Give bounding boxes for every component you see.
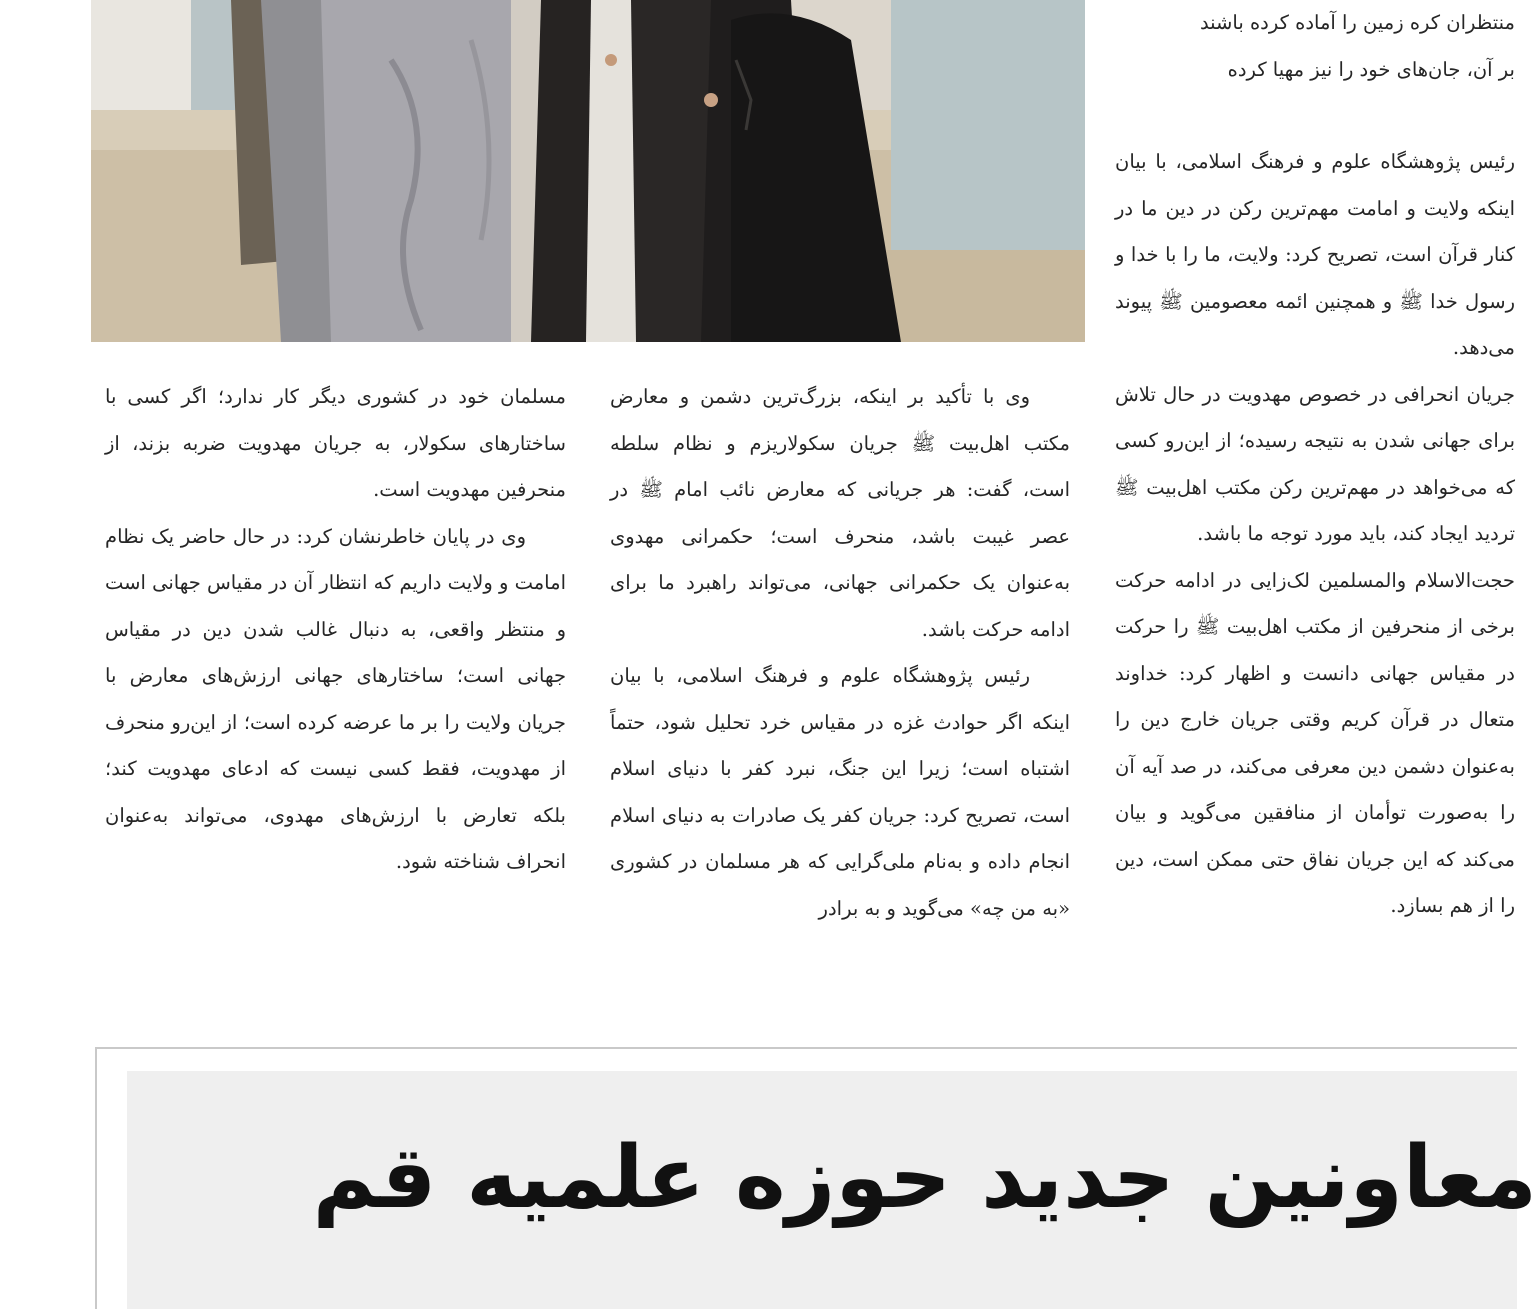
article-column-right <box>1115 0 1515 930</box>
next-article-box <box>95 1047 1537 1309</box>
paragraph: وی با تأکید بر اینکه، بزرگ‌ترین دشمن و معارض مکتب اهل‌بیت ﷺ جریان سکولاریزم و نظام سلطه است، گفت: هر جریانی که معارض نائب امام ﷺ در عصر غیبت باشد، منحرف است؛ حکمرانی مهدوی به‌عنوان یک حکمرانی جهانی، می‌تواند راهبرد ما برای ادامه حرکت باشد. <box>610 385 1070 641</box>
paragraph: منتظران کره زمین را آماده کرده باشند <box>1199 11 1515 34</box>
paragraph: رئیس پژوهشگاه علوم و فرهنگ اسلامی، با بیان اینکه ولایت و امامت مهم‌ترین رکن در دین ما در کنار قرآن است، تصریح کرد: ولایت، ما را با خدا و رسول خدا ﷺ و همچنین ائمه معصومین ﷺ پیوند می‌دهد. <box>1115 150 1515 359</box>
article-column-left <box>105 374 566 886</box>
paragraph: رئیس پژوهشگاه علوم و فرهنگ اسلامی، با بیان اینکه اگر حوادث غزه در مقیاس خرد تحلیل شود، حتماً اشتباه است؛ زیرا این جنگ، نبرد کفر با دنیای اسلام است، تصریح کرد: جریان کفر یک صادرات به دنیای اسلام انجام داده و به‌نام ملی‌گرایی که هر مسلمان در کشوری «به من چه» می‌گوید و به برادر <box>610 664 1070 920</box>
next-article-headline: معاونین جدید حوزه علمیه قم <box>312 1128 1537 1228</box>
paragraph: مسلمان خود در کشوری دیگر کار ندارد؛ اگر کسی با ساختارهای سکولار، به جریان مهدویت ضربه بزند، از منحرفین مهدویت است. <box>105 385 566 501</box>
photo-illustration <box>91 0 1085 342</box>
paragraph: حجت‌الاسلام والمسلمین لک‌زایی در ادامه حرکت برخی از منحرفین از مکتب اهل‌بیت ﷺ را حرکت در مقیاس جهانی دانست و اظهار کرد: خداوند متعال در قرآن کریم وقتی جریان خارج دین را به‌عنوان دشمن دین معرفی می‌کند، در صد آیه آن را به‌صورت توأمان از منافقین می‌گوید و بیان می‌کند که این جریان نفاق حتی ممکن است، دین را از هم بسازد. <box>1115 568 1515 917</box>
next-article-banner <box>127 1071 1537 1309</box>
paragraph: بر آن، جان‌های خود را نیز مهیا کرده <box>1227 57 1515 81</box>
paragraph: وی در پایان خاطرنشان کرد: در حال حاضر یک نظام امامت و ولایت داریم که انتظار آن در مقیاس جهانی است و منتظر واقعی، به دنبال غالب شدن دین در مقیاس جهانی است؛ ساختارهای جهانی ارزش‌های معارض با جریان ولایت را بر ما عرضه کرده است؛ از این‌رو منحرف از مهدویت، فقط کسی نیست که ادعای مهدویت کند؛ بلکه تعارض با ارزش‌های مهدوی، می‌تواند به‌عنوان انحراف شناخته شود. <box>104 524 566 873</box>
paragraph: جریان انحرافی در خصوص مهدویت در حال تلاش برای جهانی شدن به نتیجه رسیده؛ از این‌رو کسی که می‌خواهد در مهم‌ترین رکن مکتب اهل‌بیت ﷺ تردید ایجاد کند، باید مورد توجه ما باشد. <box>1115 382 1515 545</box>
article-column-middle <box>610 374 1070 932</box>
article-photo <box>91 0 1085 342</box>
